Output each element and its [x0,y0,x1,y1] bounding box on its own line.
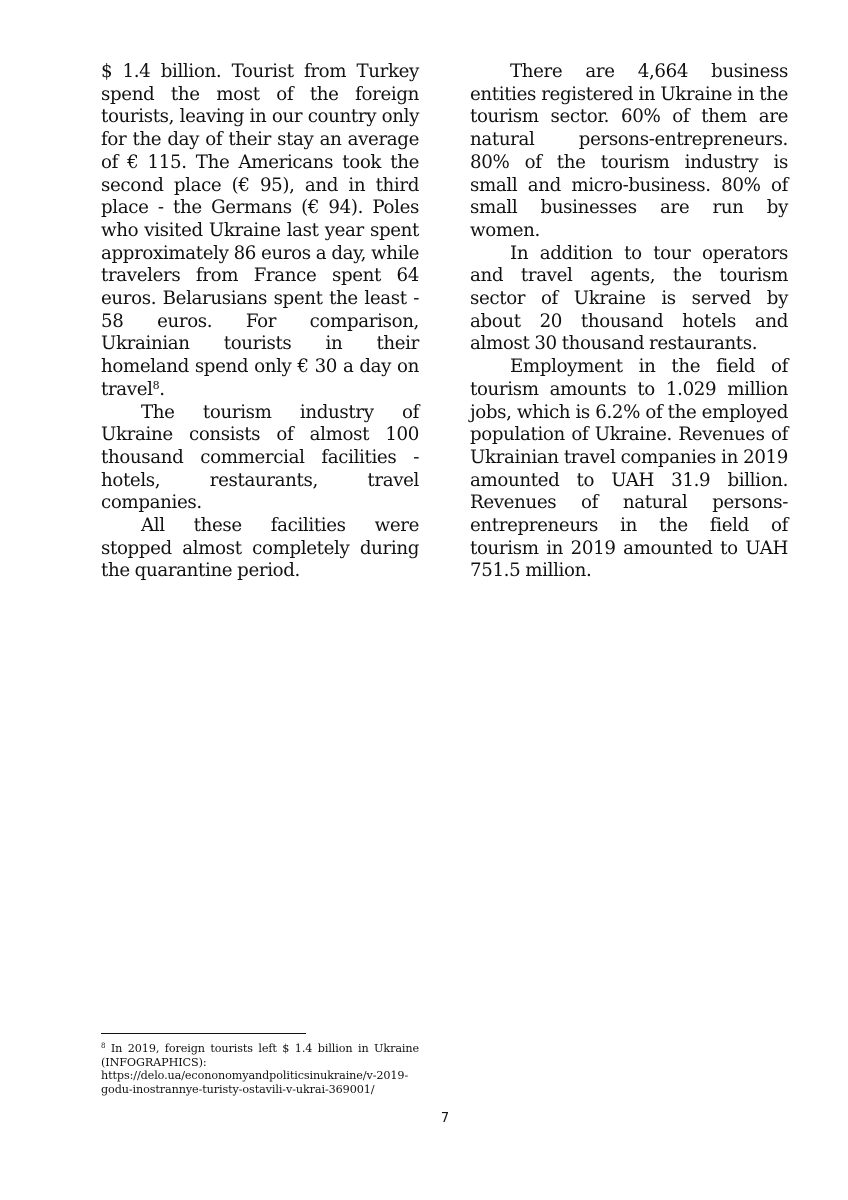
paragraph-quarantine: All these facilities were stopped almost completely during the quarantine period. [101,515,419,582]
left-column [101,61,419,583]
page-number: 7 [440,1111,450,1126]
footnote-url-line-1[interactable]: https://delo.ua/econonomyandpoliticsinukraine/v-2019- [101,1069,409,1083]
paragraph-hotels-restaurants: In addition to tour operators and travel agents, the tourism sector of Ukraine is served by about 20 thousand hotels and almost 30 thousand restaurants. [470,242,788,355]
paragraph-employment: Employment in the field of tourism amounts to 1.029 million jobs, which is 6.2% of the employed population of Ukraine. Revenues of Ukrainian travel companies in 2019 amounted to UAH 31.9 billion. Revenues of natural persons-entrepreneurs in the field of tourism in 2019 amounted to UAH 751.5 million. [470,356,788,582]
footnote-url-link[interactable] [101,1069,419,1096]
footnote-reference[interactable]: 8 [152,378,160,392]
paragraph-industry: The tourism industry of Ukraine consists of almost 100 thousand commercial facilities - hotels, restaurants, travel companies. [101,401,419,514]
footnote-separator [101,1033,306,1034]
paragraph-spending [101,61,419,402]
paragraph-text: $ 1.4 billion. Tourist from Turkey spend the most of the foreign tourists, leaving in our country only for the day of their stay an average of € 115. The Americans took the second place (€ 95), and in third place - the Germans (€ 94). Poles who visited Ukraine last year spent approximately 86 euros a day, while travelers from France spent 64 euros. Belarusians spent the least - 58 euros. For comparison, Ukrainian tourists in their homeland spend only € 30 a day on travel [101,61,419,400]
footnote-url-line-2[interactable]: godu-inostrannye-turisty-ostavili-v-ukrai-369001/ [101,1082,375,1096]
paragraph-end-punctuation: . [159,378,165,400]
right-column [470,61,788,583]
footnote [101,1042,419,1096]
footnote-text: In 2019, foreign tourists left $ 1.4 billion in Ukraine (INFOGRAPHICS): [101,1042,419,1069]
footnote-text-block [101,1042,419,1069]
footnote-number: 8 [101,1042,106,1050]
paragraph-business-entities: There are 4,664 business entities registered in Ukraine in the tourism sector. 60% of them are natural persons-entrepreneurs. 80% of the tourism industry is small and micro-business. 80% of small businesses are run by women. [470,61,788,241]
